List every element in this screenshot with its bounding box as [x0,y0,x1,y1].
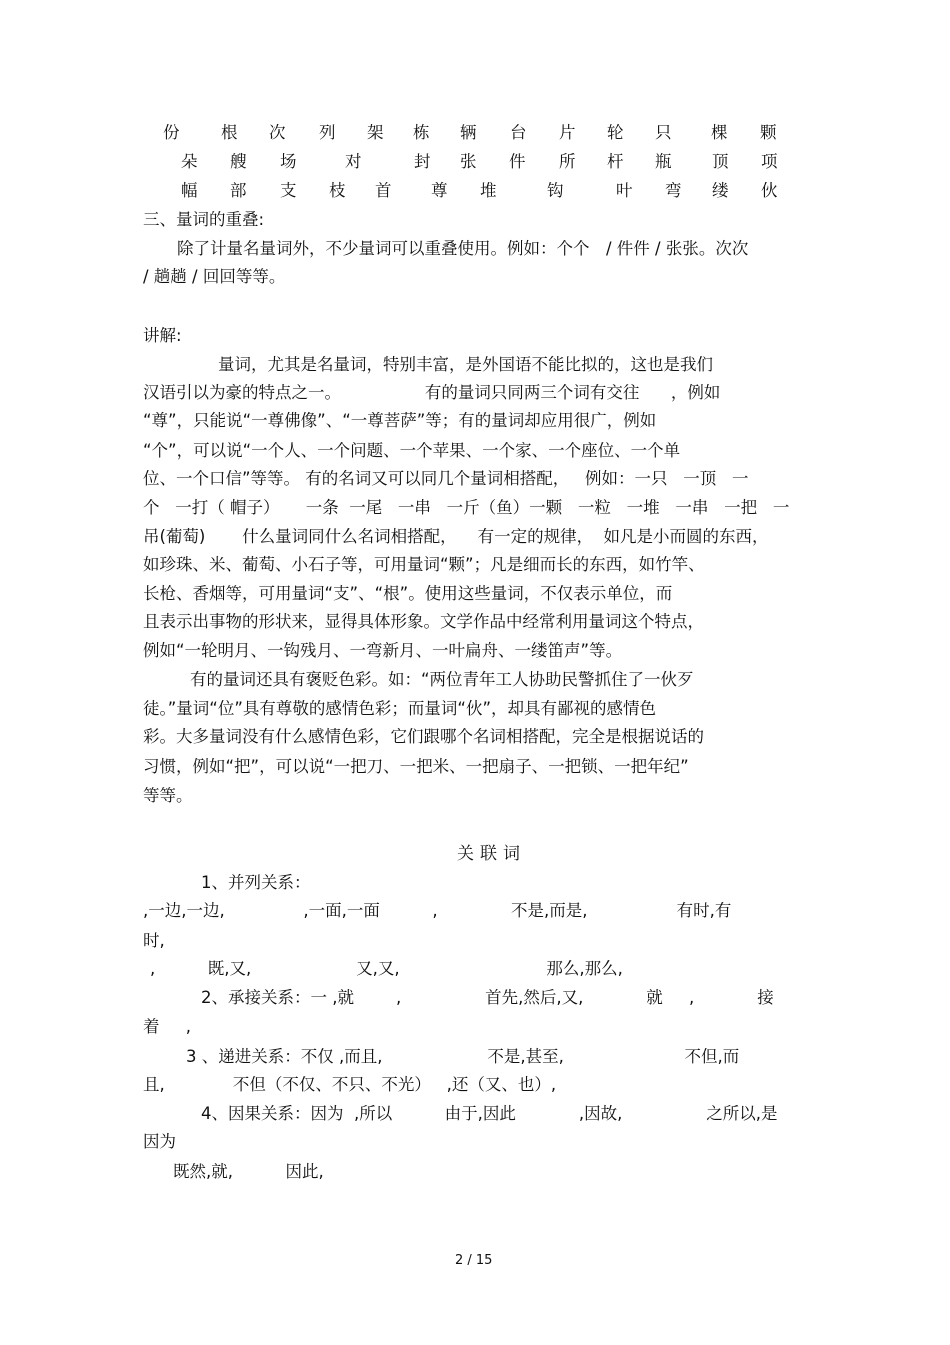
classifier-word: 缕 [712,181,729,200]
classifier-word: 枝 [329,181,346,200]
paragraph-line: 有的量词还具有褒贬色彩。如：“两位青年工人协助民警抓住了一伙歹 [190,670,694,689]
classifier-word: 瓶 [655,152,672,171]
classifier-word: 支 [280,181,297,200]
classifier-word: 场 [280,152,297,171]
paragraph-line: 4、因果关系：因为 ,所以 由于,因此 ,因故, 之所以,是 [201,1104,778,1123]
paragraph-line: 个 一打（ 帽子） 一条 一尾 一串 一斤（鱼）一颗 一粒 一堆 一串 一把 一 [143,498,790,517]
paragraph-line: 徒。”量词“位”具有尊敬的感情色彩；而量词“伙”，却具有鄙视的感情色 [143,699,656,718]
paragraph-line: 时, [143,931,165,950]
paragraph-line: 量词，尤其是名量词，特别丰富，是外国语不能比拟的，这也是我们 [218,355,713,374]
paragraph-line: 1、并列关系： [201,873,311,892]
classifier-word: 栋 [413,123,430,142]
classifier-word: 杆 [607,152,624,171]
paragraph-line: , 既,又, 又,又, 那么,那么, [150,959,623,978]
classifier-word: 张 [460,152,477,171]
classifier-word: 根 [221,123,238,142]
paragraph-line: 等等。 [143,786,193,805]
paragraph-line: 彩。大多量词没有什么感情色彩，它们跟哪个名词相搭配，完全是根据说话的 [143,727,704,746]
classifier-word: 轮 [607,123,624,142]
paragraph-line: 且, 不但（不仅、不只、不光） ,还（又、也）, [143,1075,557,1094]
classifier-word: 只 [655,123,672,142]
classifier-word: 朵 [181,152,198,171]
paragraph-line: ,一边,一边, ,一面,一面 , 不是,而是, 有时,有 [143,901,732,920]
classifier-word: 叶 [616,181,633,200]
classifier-word: 堆 [480,181,497,200]
classifier-word: 次 [269,123,286,142]
classifier-word: 钩 [547,181,564,200]
classifier-word: 首 [375,181,392,200]
paragraph-line: 如珍珠、米、葡萄、小石子等，可用量词“颗”；凡是细而长的东西，如竹竿、 [143,555,705,574]
classifier-word: 项 [761,152,778,171]
paragraph-line: 且表示出事物的形状来，显得具体形象。文学作品中经常利用量词这个特点， [143,612,704,631]
classifier-word: 弯 [665,181,682,200]
classifier-word: 件 [509,152,526,171]
section-heading: 三、量词的重叠: [143,210,265,229]
classifier-word: 幅 [181,181,198,200]
paragraph-line: “个”，可以说“一个人、一个问题、一个苹果、一个家、一个座位、一个单 [143,441,681,460]
classifier-word: 艘 [230,152,247,171]
classifier-word: 对 [345,152,362,171]
classifier-word: 片 [559,123,576,142]
classifier-word: 颗 [760,123,777,142]
section-title: 关联词 [457,844,526,864]
explanation-heading: 讲解: [143,326,182,345]
paragraph-line: 3 、递进关系：不仅 ,而且, 不是,甚至, 不但,而 [186,1047,740,1066]
paragraph-line: / 趟趟 / 回回等等。 [143,267,286,286]
page-number: 2 / 15 [455,1253,493,1268]
paragraph-line: 汉语引以为豪的特点之一。 有的量词只同两三个词有交往 ，例如 [143,383,721,402]
classifier-word: 架 [367,123,384,142]
classifier-word: 封 [414,152,431,171]
classifier-word: 台 [510,123,527,142]
paragraph-line: 例如“一轮明月、一钩残月、一弯新月、一叶扁舟、一缕笛声”等。 [143,641,623,660]
paragraph-line: 因为 [143,1132,176,1151]
paragraph-line: 2、承接关系：一 ,就 , 首先,然后,又, 就 , 接 [201,988,774,1007]
paragraph-line: 长枪、香烟等，可用量词“支”、“根”。使用这些量词，不仅表示单位，而 [143,584,673,603]
classifier-word: 辆 [460,123,477,142]
classifier-word: 份 [163,123,180,142]
classifier-word: 列 [319,123,336,142]
classifier-word: 顶 [712,152,729,171]
paragraph-line: “尊”，只能说“一尊佛像”、“一尊菩萨”等；有的量词却应用很广，例如 [143,411,657,430]
classifier-word: 伙 [761,181,778,200]
classifier-word: 尊 [431,181,448,200]
paragraph-line: 位、一个口信”等等。 有的名词又可以同几个量词相搭配， 例如：一只 一顶 一 [143,469,749,488]
paragraph-line: 既然,就, 因此, [173,1162,324,1181]
paragraph-line: 习惯，例如“把”，可以说“一把刀、一把米、一把扇子、一把锁、一把年纪” [143,757,689,776]
paragraph-line: 着 , [143,1017,191,1036]
paragraph-line: 除了计量名量词外，不少量词可以重叠使用。例如：个个 / 件件 / 张张。次次 [177,239,749,258]
classifier-word: 所 [559,152,576,171]
paragraph-line: 吊(葡萄) 什么量词同什么名词相搭配， 有一定的规律， 如凡是小而圆的东西， [143,527,769,546]
classifier-word: 棵 [711,123,728,142]
classifier-word: 部 [230,181,247,200]
